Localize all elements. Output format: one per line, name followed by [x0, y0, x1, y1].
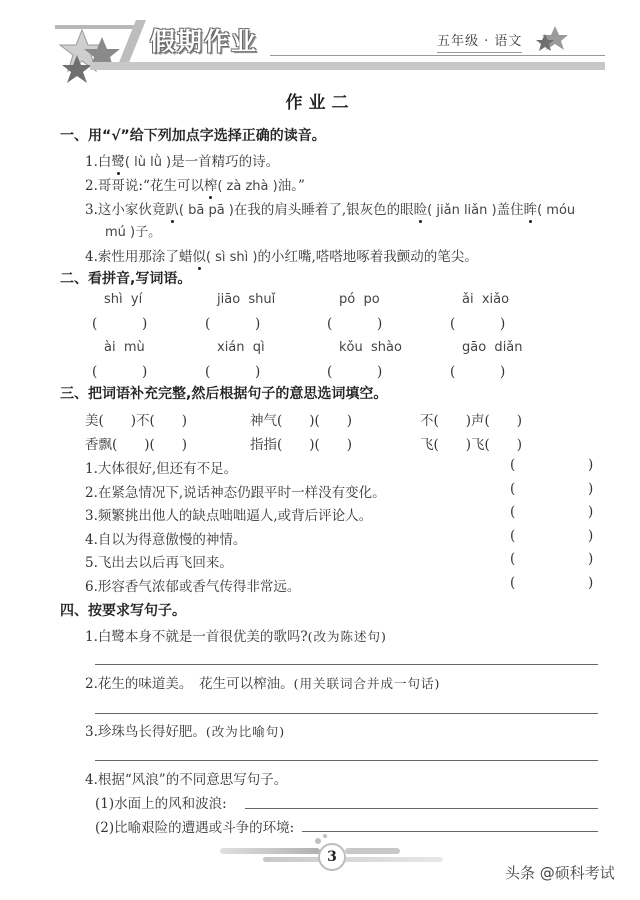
- definition-item: [85, 551, 233, 571]
- text-segment: 2.: [85, 676, 98, 692]
- pinyin-word: kǒu shào: [339, 340, 402, 355]
- definition-item: [85, 528, 246, 548]
- text-segment: 珍珠鸟长得好肥。: [97, 724, 206, 740]
- text-segment: 4.: [85, 249, 98, 265]
- sub-item-label: (1)水面上的风和波浪:: [95, 796, 227, 812]
- text-segment: 3.: [85, 508, 98, 524]
- text-segment: 2.: [85, 178, 98, 194]
- text-segment: mú )子。: [105, 225, 162, 240]
- footer-decoration: [263, 857, 443, 862]
- text-segment: 1.: [85, 629, 98, 645]
- pinyin-word: ài mù: [104, 340, 145, 355]
- answer-blank-open[interactable]: (: [205, 316, 211, 332]
- page-number: 3: [318, 843, 346, 871]
- grade-subject-label: 五年级 · 语文: [437, 30, 522, 53]
- text-segment: 的小红嘴,嗒嗒地啄着我颤动的笔尖。: [257, 249, 478, 265]
- text-segment: 花生的味道美。 花生可以榨油。: [97, 676, 294, 692]
- answer-blank-close[interactable]: ): [588, 527, 594, 544]
- answer-blank-open[interactable]: (: [450, 364, 456, 380]
- question-item-continued: [105, 221, 161, 240]
- definition-item: [85, 457, 237, 477]
- answer-blank-close[interactable]: ): [255, 364, 261, 380]
- pinyin-options[interactable]: ( sì shì ): [205, 250, 258, 265]
- header-slash-decoration: [118, 20, 148, 65]
- footer-decoration: [220, 848, 320, 854]
- question-item: [85, 198, 575, 218]
- text-segment: 1.: [85, 154, 98, 170]
- answer-blank-open[interactable]: (: [510, 574, 516, 591]
- sub-item-label: (2)比喻艰险的遭遇或斗争的环境:: [95, 820, 295, 836]
- answer-blank-open[interactable]: (: [327, 316, 333, 332]
- answer-blank-open[interactable]: (: [327, 364, 333, 380]
- section-heading: 一、用“√”给下列加点字选择正确的读音。: [60, 128, 326, 144]
- text-segment: 这小家伙竟: [97, 202, 166, 218]
- pinyin-word: pó po: [339, 292, 380, 307]
- text-segment: (改为陈述句): [307, 629, 387, 644]
- answer-blank-open[interactable]: (: [510, 504, 516, 520]
- pinyin-options[interactable]: ( móu: [537, 203, 576, 218]
- pinyin-options[interactable]: ( jiǎn liǎn ): [427, 203, 497, 218]
- text-segment: 6.: [85, 578, 98, 595]
- answer-blank-open[interactable]: (: [510, 551, 516, 567]
- dotted-char: 眸: [524, 198, 538, 218]
- pinyin-word: ǎi xiǎo: [462, 292, 510, 307]
- question-item: [85, 245, 478, 265]
- footer-decoration: [345, 848, 400, 854]
- answer-blank-close[interactable]: ): [377, 364, 383, 380]
- section-heading: 三、把词语补充完整,然后根据句子的意思选词填空。: [60, 386, 388, 402]
- text-segment: (改为比喻句): [205, 724, 286, 739]
- text-segment: 自以为得意傲慢的神情。: [97, 531, 247, 548]
- answer-blank-open[interactable]: (: [510, 527, 516, 544]
- pinyin-options[interactable]: ( zà zhà ): [217, 179, 278, 194]
- text-segment: 4.: [85, 772, 98, 788]
- text-segment: 3.: [85, 724, 98, 740]
- question-item: [85, 174, 305, 194]
- header-rule: [270, 55, 605, 56]
- answer-blank-close[interactable]: ): [588, 480, 594, 497]
- rewrite-item: [85, 720, 285, 740]
- idiom-fill-blank[interactable]: 不( )声( ): [420, 413, 523, 429]
- dotted-char: 睑: [414, 198, 428, 218]
- pinyin-word: xián qì: [217, 340, 265, 355]
- section-heading: 二、看拼音,写词语。: [60, 271, 192, 287]
- answer-blank-close[interactable]: ): [588, 504, 594, 520]
- answer-line[interactable]: [245, 808, 598, 809]
- star-cluster-icon: [535, 24, 575, 54]
- answer-blank-close[interactable]: ): [142, 364, 148, 380]
- text-segment: 白: [97, 154, 112, 170]
- answer-blank-close[interactable]: ): [500, 364, 506, 380]
- text-segment: 油。”: [277, 178, 305, 194]
- answer-blank-close[interactable]: ): [255, 316, 261, 332]
- answer-line[interactable]: [95, 713, 598, 714]
- answer-line[interactable]: [95, 664, 598, 665]
- idiom-fill-blank[interactable]: 指指( )( ): [250, 437, 353, 453]
- text-segment: 5.: [85, 555, 98, 571]
- pinyin-options[interactable]: ( lù lǜ ): [124, 155, 172, 170]
- idiom-fill-blank[interactable]: 美( )不( ): [85, 413, 188, 429]
- dotted-char: 似: [192, 245, 206, 265]
- text-segment: 频繁挑出他人的缺点咄咄逼人,或背后评论人。: [97, 508, 373, 524]
- answer-blank-close[interactable]: ): [500, 316, 506, 332]
- text-segment: 2.: [85, 484, 98, 501]
- text-segment: (用关联词合并成一句话): [293, 676, 441, 691]
- text-segment: 是一首精巧的诗。: [171, 154, 280, 170]
- answer-line[interactable]: [302, 831, 598, 832]
- pinyin-word: shì yí: [104, 292, 143, 307]
- idiom-fill-blank[interactable]: 神气( )( ): [250, 413, 353, 429]
- text-segment: 4.: [85, 531, 98, 548]
- text-segment: 哥哥说:“花生可以: [97, 178, 204, 194]
- definition-item: [85, 481, 386, 501]
- idiom-fill-blank[interactable]: 飞( )飞( ): [420, 437, 523, 453]
- question-item: [85, 150, 279, 170]
- text-segment: 在我的肩头睡着了,银灰色的眼: [233, 202, 414, 218]
- dotted-char: 榨: [204, 174, 218, 194]
- text-segment: 大体很好,但还有不足。: [97, 461, 238, 477]
- answer-blank-open[interactable]: (: [510, 480, 516, 497]
- watermark: 头条 @硕科考试: [505, 864, 615, 882]
- answer-blank-open[interactable]: (: [205, 364, 211, 380]
- answer-blank-open[interactable]: (: [450, 316, 456, 332]
- answer-blank-close[interactable]: ): [588, 551, 594, 567]
- text-segment: 索性用那涂了蜡: [97, 249, 193, 265]
- answer-blank-close[interactable]: ): [377, 316, 383, 332]
- text-segment: 白鹭本身不就是一首很优美的歌吗?: [97, 629, 308, 645]
- rewrite-item: [85, 625, 387, 645]
- page-title: 作业二: [285, 93, 355, 113]
- text-segment: 飞出去以后再飞回来。: [97, 555, 233, 571]
- rewrite-item: [85, 672, 440, 692]
- answer-blank-close[interactable]: ): [142, 316, 148, 332]
- header-band: [90, 62, 605, 70]
- text-segment: 盖住: [496, 202, 524, 218]
- section-heading: 四、按要求写句子。: [60, 603, 186, 619]
- dotted-char: 鹭: [111, 150, 125, 170]
- pinyin-word: gāo diǎn: [462, 340, 523, 355]
- answer-blank-close[interactable]: ): [588, 457, 594, 473]
- text-segment: 3.: [85, 202, 98, 218]
- answer-blank-open[interactable]: (: [92, 316, 98, 332]
- answer-line[interactable]: [95, 760, 598, 761]
- answer-blank-open[interactable]: (: [92, 364, 98, 380]
- header-title: 假期作业: [150, 27, 259, 56]
- answer-blank-open[interactable]: (: [510, 457, 516, 473]
- pinyin-options[interactable]: ( bā pā ): [178, 203, 234, 218]
- text-segment: 根据“风浪”的不同意思写句子。: [97, 772, 288, 788]
- rewrite-item: [85, 768, 287, 788]
- text-segment: 在紧急情况下,说话神态仍跟平时一样没有变化。: [97, 484, 386, 501]
- idiom-fill-blank[interactable]: 香飘( )( ): [85, 437, 188, 453]
- text-segment: 1.: [85, 461, 98, 477]
- pinyin-word: jiāo shuǐ: [217, 292, 276, 307]
- definition-item: [85, 504, 372, 524]
- dotted-char: 趴: [165, 198, 179, 218]
- answer-blank-close[interactable]: ): [588, 574, 594, 591]
- definition-item: [85, 575, 300, 595]
- text-segment: 形容香气浓郁或香气传得非常远。: [97, 578, 301, 595]
